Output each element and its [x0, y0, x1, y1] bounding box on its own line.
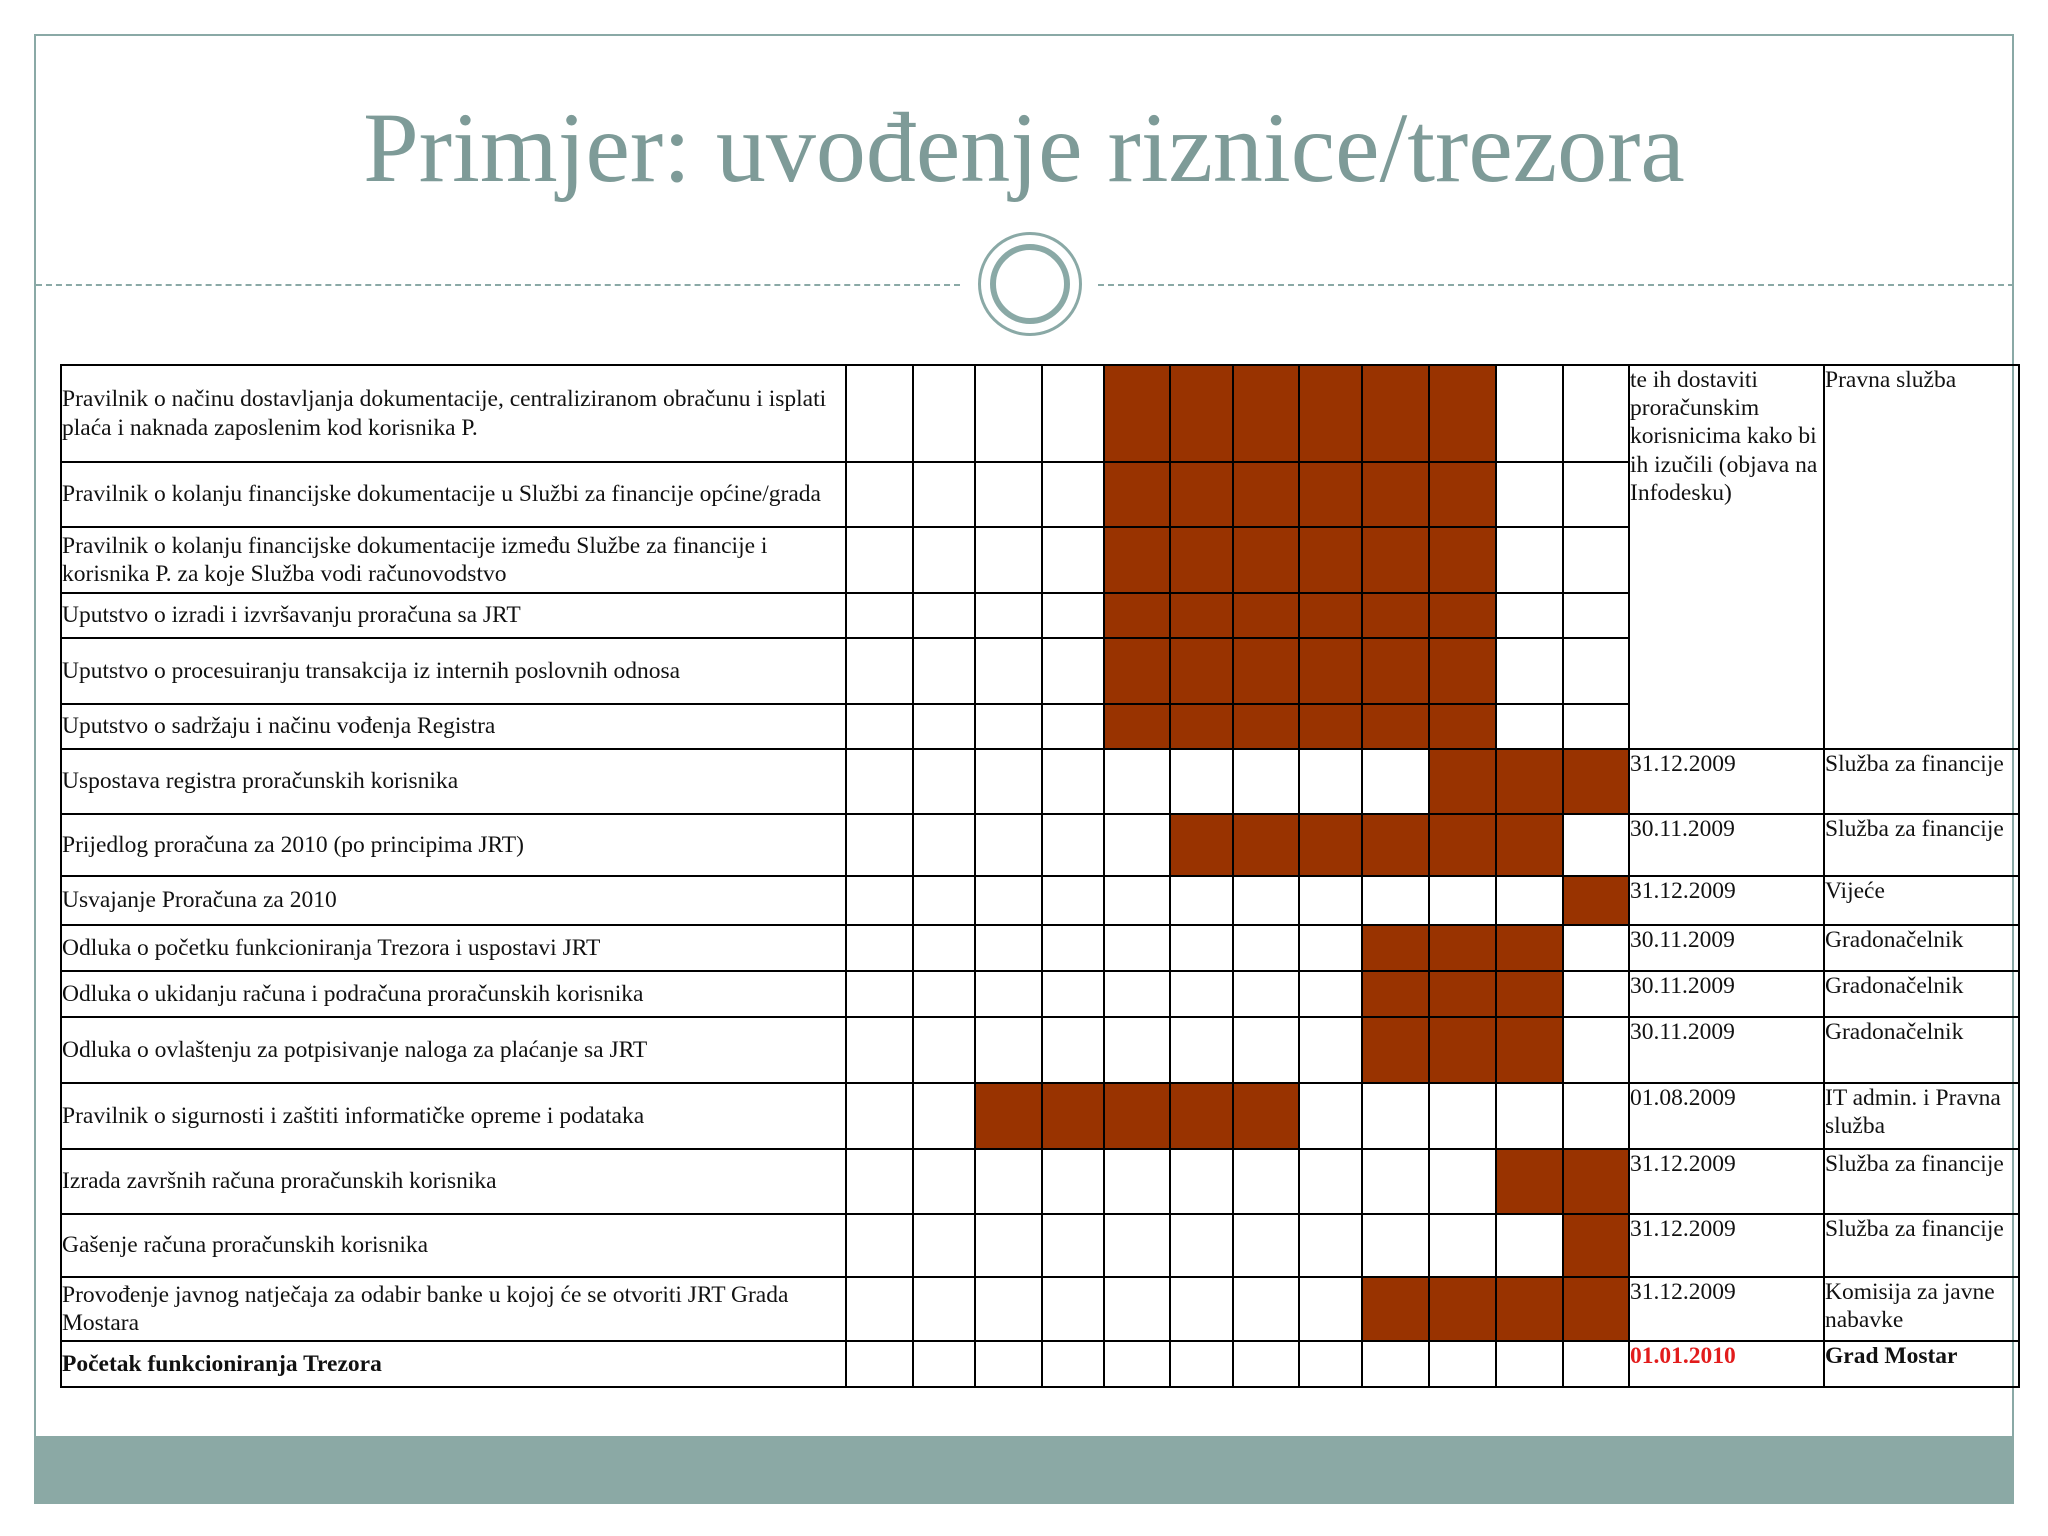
- gantt-bar-cell: [1299, 593, 1362, 638]
- gantt-empty-cell: [1233, 1277, 1299, 1341]
- gantt-bar-cell: [1563, 1214, 1629, 1277]
- task-name: Usvajanje Proračuna za 2010: [61, 876, 846, 925]
- gantt-bar-cell: [1496, 1277, 1563, 1341]
- gantt-empty-cell: [846, 925, 913, 971]
- gantt-empty-cell: [1233, 1017, 1299, 1083]
- deadline-date: 01.01.2010: [1629, 1341, 1824, 1387]
- deadline-date: 30.11.2009: [1629, 971, 1824, 1017]
- gantt-empty-cell: [1496, 638, 1563, 704]
- gantt-bar-cell: [1496, 1149, 1563, 1214]
- deadline-date: 31.12.2009: [1629, 1149, 1824, 1214]
- gantt-empty-cell: [913, 1083, 975, 1149]
- gantt-bar-cell: [1362, 814, 1429, 876]
- gantt-empty-cell: [913, 876, 975, 925]
- gantt-empty-cell: [1104, 749, 1170, 814]
- footer-band: [34, 1436, 2014, 1504]
- table-row: [61, 1017, 2019, 1083]
- task-name: Pravilnik o sigurnosti i zaštiti informatičke opreme i podataka: [61, 1083, 846, 1149]
- table-row: [61, 971, 2019, 1017]
- gantt-bar-cell: [1170, 593, 1233, 638]
- gantt-empty-cell: [1104, 1341, 1170, 1387]
- gantt-bar-cell: [1496, 814, 1563, 876]
- deadline-date: 30.11.2009: [1629, 814, 1824, 876]
- gantt-bar-cell: [1362, 1017, 1429, 1083]
- gantt-empty-cell: [975, 638, 1042, 704]
- gantt-empty-cell: [1104, 1149, 1170, 1214]
- gantt-empty-cell: [1496, 1214, 1563, 1277]
- gantt-empty-cell: [1362, 1149, 1429, 1214]
- gantt-empty-cell: [1233, 876, 1299, 925]
- gantt-empty-cell: [1233, 749, 1299, 814]
- gantt-empty-cell: [913, 814, 975, 876]
- gantt-empty-cell: [1170, 876, 1233, 925]
- gantt-bar-cell: [1429, 638, 1496, 704]
- gantt-bar-cell: [1362, 925, 1429, 971]
- gantt-empty-cell: [1042, 1341, 1104, 1387]
- gantt-empty-cell: [1563, 638, 1629, 704]
- gantt-bar-cell: [1362, 593, 1429, 638]
- task-name: Uputstvo o procesuiranju transakcija iz internih poslovnih odnosa: [61, 638, 846, 704]
- gantt-bar-cell: [1362, 365, 1429, 462]
- gantt-empty-cell: [1042, 876, 1104, 925]
- gantt-empty-cell: [1170, 1214, 1233, 1277]
- gantt-empty-cell: [1496, 365, 1563, 462]
- gantt-empty-cell: [846, 1214, 913, 1277]
- gantt-empty-cell: [975, 527, 1042, 593]
- gantt-empty-cell: [1170, 971, 1233, 1017]
- gantt-bar-cell: [1362, 704, 1429, 749]
- gantt-table: [60, 364, 2020, 1388]
- gantt-empty-cell: [1299, 876, 1362, 925]
- gantt-empty-cell: [1429, 876, 1496, 925]
- gantt-empty-cell: [846, 1083, 913, 1149]
- gantt-empty-cell: [975, 925, 1042, 971]
- gantt-empty-cell: [1170, 1017, 1233, 1083]
- gantt-empty-cell: [1429, 1083, 1496, 1149]
- gantt-body: [61, 365, 2019, 1387]
- gantt-empty-cell: [1170, 749, 1233, 814]
- table-row: [61, 814, 2019, 876]
- gantt-empty-cell: [1233, 1341, 1299, 1387]
- gantt-empty-cell: [913, 704, 975, 749]
- gantt-empty-cell: [1496, 527, 1563, 593]
- gantt-empty-cell: [1496, 462, 1563, 527]
- gantt-bar-cell: [1563, 1277, 1629, 1341]
- gantt-bar-cell: [1170, 638, 1233, 704]
- responsible-party: Služba za financije: [1824, 749, 2019, 814]
- responsible-party: Gradonačelnik: [1824, 971, 2019, 1017]
- gantt-empty-cell: [1042, 1277, 1104, 1341]
- gantt-empty-cell: [1233, 1214, 1299, 1277]
- gantt-empty-cell: [975, 814, 1042, 876]
- task-name: Prijedlog proračuna za 2010 (po principima JRT): [61, 814, 846, 876]
- gantt-bar-cell: [1429, 925, 1496, 971]
- gantt-empty-cell: [1233, 1149, 1299, 1214]
- gantt-bar-cell: [1362, 462, 1429, 527]
- gantt-empty-cell: [1170, 1149, 1233, 1214]
- gantt-empty-cell: [1362, 1341, 1429, 1387]
- gantt-empty-cell: [1563, 1017, 1629, 1083]
- gantt-empty-cell: [913, 1341, 975, 1387]
- task-name: Pravilnik o kolanju financijske dokumentacije u Službi za financije općine/grada: [61, 462, 846, 527]
- gantt-empty-cell: [1429, 1341, 1496, 1387]
- gantt-empty-cell: [1042, 365, 1104, 462]
- gantt-bar-cell: [1170, 814, 1233, 876]
- gantt-empty-cell: [1299, 925, 1362, 971]
- gantt-empty-cell: [1496, 593, 1563, 638]
- responsible-party: Gradonačelnik: [1824, 1017, 2019, 1083]
- gantt-empty-cell: [846, 704, 913, 749]
- task-name: Izrada završnih računa proračunskih korisnika: [61, 1149, 846, 1214]
- deadline-date: 31.12.2009: [1629, 1214, 1824, 1277]
- slide-title: Primjer: uvođenje riznice/trezora: [363, 92, 1685, 203]
- gantt-bar-cell: [1563, 749, 1629, 814]
- gantt-bar-cell: [1429, 704, 1496, 749]
- gantt-empty-cell: [1496, 1341, 1563, 1387]
- gantt-empty-cell: [1299, 1083, 1362, 1149]
- table-row: [61, 925, 2019, 971]
- gantt-bar-cell: [1299, 638, 1362, 704]
- gantt-empty-cell: [1496, 704, 1563, 749]
- gantt-empty-cell: [1042, 527, 1104, 593]
- gantt-empty-cell: [1299, 1017, 1362, 1083]
- gantt-bar-cell: [1233, 365, 1299, 462]
- gantt-empty-cell: [975, 1214, 1042, 1277]
- gantt-empty-cell: [1104, 1277, 1170, 1341]
- gantt-bar-cell: [1170, 365, 1233, 462]
- gantt-bar-cell: [975, 1083, 1042, 1149]
- gantt-empty-cell: [913, 749, 975, 814]
- gantt-bar-cell: [1104, 527, 1170, 593]
- gantt-bar-cell: [1299, 814, 1362, 876]
- gantt-bar-cell: [1233, 527, 1299, 593]
- gantt-empty-cell: [975, 1341, 1042, 1387]
- gantt-empty-cell: [975, 749, 1042, 814]
- gantt-empty-cell: [913, 1277, 975, 1341]
- gantt-empty-cell: [846, 1341, 913, 1387]
- gantt-empty-cell: [1429, 1149, 1496, 1214]
- task-name: Uspostava registra proračunskih korisnika: [61, 749, 846, 814]
- gantt-empty-cell: [1563, 462, 1629, 527]
- responsible-party: Služba za financije: [1824, 1214, 2019, 1277]
- gantt-empty-cell: [975, 1017, 1042, 1083]
- gantt-bar-cell: [1496, 971, 1563, 1017]
- gantt-empty-cell: [975, 462, 1042, 527]
- gantt-empty-cell: [1042, 1149, 1104, 1214]
- gantt-empty-cell: [846, 749, 913, 814]
- gantt-empty-cell: [1563, 925, 1629, 971]
- gantt-empty-cell: [975, 704, 1042, 749]
- gantt-bar-cell: [1496, 1017, 1563, 1083]
- gantt-bar-cell: [1233, 462, 1299, 527]
- gantt-bar-cell: [1299, 527, 1362, 593]
- gantt-bar-cell: [1429, 365, 1496, 462]
- gantt-empty-cell: [1042, 1017, 1104, 1083]
- task-name: Odluka o početku funkcioniranja Trezora i uspostavi JRT: [61, 925, 846, 971]
- gantt-bar-cell: [1104, 1083, 1170, 1149]
- gantt-bar-cell: [1170, 1083, 1233, 1149]
- gantt-empty-cell: [846, 876, 913, 925]
- gantt-empty-cell: [975, 876, 1042, 925]
- gantt-bar-cell: [1104, 365, 1170, 462]
- gantt-bar-cell: [1429, 593, 1496, 638]
- gantt-bar-cell: [1563, 876, 1629, 925]
- gantt-empty-cell: [1362, 749, 1429, 814]
- gantt-bar-cell: [1104, 593, 1170, 638]
- gantt-bar-cell: [1233, 704, 1299, 749]
- gantt-empty-cell: [975, 1277, 1042, 1341]
- gantt-empty-cell: [1362, 876, 1429, 925]
- gantt-bar-cell: [1362, 971, 1429, 1017]
- responsible-party: Služba za financije: [1824, 814, 2019, 876]
- gantt-bar-cell: [1170, 704, 1233, 749]
- gantt-empty-cell: [975, 593, 1042, 638]
- gantt-empty-cell: [1042, 814, 1104, 876]
- deadline-date: 31.12.2009: [1629, 749, 1824, 814]
- gantt-empty-cell: [846, 638, 913, 704]
- table-row: [61, 1214, 2019, 1277]
- gantt-empty-cell: [1563, 814, 1629, 876]
- gantt-bar-cell: [1233, 814, 1299, 876]
- gantt-empty-cell: [846, 971, 913, 1017]
- gantt-empty-cell: [1042, 462, 1104, 527]
- task-name: Pravilnik o načinu dostavljanja dokumentacije, centraliziranom obračunu i isplati plaća i naknada zaposlenim kod korisnika P.: [61, 365, 846, 462]
- gantt-empty-cell: [975, 1149, 1042, 1214]
- gantt-empty-cell: [975, 971, 1042, 1017]
- gantt-empty-cell: [913, 527, 975, 593]
- task-name: Uputstvo o izradi i izvršavanju proračuna sa JRT: [61, 593, 846, 638]
- gantt-bar-cell: [1170, 462, 1233, 527]
- gantt-empty-cell: [1104, 876, 1170, 925]
- responsible-party: Služba za financije: [1824, 1149, 2019, 1214]
- gantt-empty-cell: [846, 1017, 913, 1083]
- gantt-bar-cell: [1104, 638, 1170, 704]
- gantt-bar-cell: [1299, 365, 1362, 462]
- gantt-empty-cell: [1170, 1341, 1233, 1387]
- task-name: Odluka o ukidanju računa i podračuna proračunskih korisnika: [61, 971, 846, 1017]
- gantt-empty-cell: [1362, 1214, 1429, 1277]
- gantt-empty-cell: [1233, 925, 1299, 971]
- gantt-bar-cell: [1104, 462, 1170, 527]
- task-name: Uputstvo o sadržaju i načinu vođenja Registra: [61, 704, 846, 749]
- gantt-empty-cell: [913, 638, 975, 704]
- gantt-empty-cell: [1299, 1149, 1362, 1214]
- gantt-empty-cell: [1563, 704, 1629, 749]
- gantt-empty-cell: [1042, 704, 1104, 749]
- table-row: [61, 1149, 2019, 1214]
- deadline-date: 30.11.2009: [1629, 1017, 1824, 1083]
- gantt-bar-cell: [1429, 1017, 1496, 1083]
- gantt-empty-cell: [913, 1017, 975, 1083]
- gantt-bar-cell: [1429, 1277, 1496, 1341]
- gantt-empty-cell: [1042, 749, 1104, 814]
- group-responsible: Pravna služba: [1824, 365, 2019, 749]
- deadline-date: 31.12.2009: [1629, 876, 1824, 925]
- group-note: te ih dostaviti proračunskim korisnicima kako bi ih izučili (objava na Infodesku): [1629, 365, 1824, 749]
- gantt-empty-cell: [913, 1149, 975, 1214]
- task-name: Početak funkcioniranja Trezora: [61, 1341, 846, 1387]
- deadline-date: 01.08.2009: [1629, 1083, 1824, 1149]
- gantt-empty-cell: [846, 365, 913, 462]
- gantt-empty-cell: [1042, 638, 1104, 704]
- gantt-empty-cell: [1104, 1214, 1170, 1277]
- gantt-empty-cell: [1563, 971, 1629, 1017]
- gantt-empty-cell: [1496, 1083, 1563, 1149]
- gantt-empty-cell: [1104, 971, 1170, 1017]
- gantt-empty-cell: [913, 593, 975, 638]
- gantt-empty-cell: [913, 1214, 975, 1277]
- gantt-empty-cell: [1170, 925, 1233, 971]
- gantt-empty-cell: [1299, 1214, 1362, 1277]
- gantt-empty-cell: [1042, 1214, 1104, 1277]
- gantt-empty-cell: [1299, 749, 1362, 814]
- table-row: [61, 876, 2019, 925]
- gantt-bar-cell: [1429, 749, 1496, 814]
- deadline-date: 30.11.2009: [1629, 925, 1824, 971]
- gantt-bar-cell: [1362, 527, 1429, 593]
- responsible-party: Grad Mostar: [1824, 1341, 2019, 1387]
- gantt-empty-cell: [913, 925, 975, 971]
- gantt-empty-cell: [1042, 593, 1104, 638]
- table-row: [61, 749, 2019, 814]
- gantt-empty-cell: [846, 462, 913, 527]
- gantt-bar-cell: [1299, 704, 1362, 749]
- gantt-empty-cell: [1563, 1083, 1629, 1149]
- gantt-bar-cell: [1170, 527, 1233, 593]
- gantt-empty-cell: [1563, 527, 1629, 593]
- gantt-bar-cell: [1563, 1149, 1629, 1214]
- gantt-empty-cell: [1299, 1277, 1362, 1341]
- gantt-empty-cell: [975, 365, 1042, 462]
- table-row: [61, 1277, 2019, 1341]
- gantt-bar-cell: [1496, 925, 1563, 971]
- gantt-bar-cell: [1362, 1277, 1429, 1341]
- table-row: [61, 1341, 2019, 1387]
- gantt-empty-cell: [1104, 814, 1170, 876]
- gantt-empty-cell: [1170, 1277, 1233, 1341]
- responsible-party: Gradonačelnik: [1824, 925, 2019, 971]
- gantt-empty-cell: [1496, 876, 1563, 925]
- gantt-bar-cell: [1496, 749, 1563, 814]
- gantt-empty-cell: [846, 593, 913, 638]
- circle-ornament-icon: [978, 232, 1082, 336]
- gantt-empty-cell: [1233, 971, 1299, 1017]
- responsible-party: IT admin. i Pravna služba: [1824, 1083, 2019, 1149]
- table-row: [61, 1083, 2019, 1149]
- gantt-bar-cell: [1299, 462, 1362, 527]
- gantt-empty-cell: [1299, 1341, 1362, 1387]
- gantt-bar-cell: [1362, 638, 1429, 704]
- gantt-empty-cell: [846, 1277, 913, 1341]
- gantt-empty-cell: [846, 1149, 913, 1214]
- gantt-empty-cell: [1104, 1017, 1170, 1083]
- task-name: Gašenje računa proračunskih korisnika: [61, 1214, 846, 1277]
- gantt-empty-cell: [913, 971, 975, 1017]
- task-name: Odluka o ovlaštenju za potpisivanje naloga za plaćanje sa JRT: [61, 1017, 846, 1083]
- title-divider-right: [1098, 284, 2014, 286]
- task-name: Provođenje javnog natječaja za odabir banke u kojoj će se otvoriti JRT Grada Mostara: [61, 1277, 846, 1341]
- table-row: [61, 365, 2019, 462]
- responsible-party: Vijeće: [1824, 876, 2019, 925]
- gantt-empty-cell: [1042, 925, 1104, 971]
- gantt-bar-cell: [1233, 1083, 1299, 1149]
- gantt-bar-cell: [1429, 814, 1496, 876]
- gantt-empty-cell: [1299, 971, 1362, 1017]
- gantt-empty-cell: [913, 365, 975, 462]
- gantt-bar-cell: [1429, 971, 1496, 1017]
- gantt-bar-cell: [1104, 704, 1170, 749]
- gantt-empty-cell: [1429, 1214, 1496, 1277]
- gantt-empty-cell: [1563, 593, 1629, 638]
- deadline-date: 31.12.2009: [1629, 1277, 1824, 1341]
- task-name: Pravilnik o kolanju financijske dokumentacije između Službe za financije i korisnika P. za koje Služba vodi računovodstvo: [61, 527, 846, 593]
- gantt-empty-cell: [1042, 971, 1104, 1017]
- title-divider-left: [36, 284, 960, 286]
- gantt-empty-cell: [1104, 925, 1170, 971]
- gantt-bar-cell: [1233, 638, 1299, 704]
- responsible-party: Komisija za javne nabavke: [1824, 1277, 2019, 1341]
- gantt-bar-cell: [1233, 593, 1299, 638]
- gantt-bar-cell: [1042, 1083, 1104, 1149]
- gantt-bar-cell: [1429, 527, 1496, 593]
- gantt-empty-cell: [1563, 365, 1629, 462]
- gantt-empty-cell: [846, 527, 913, 593]
- gantt-empty-cell: [1563, 1341, 1629, 1387]
- gantt-empty-cell: [846, 814, 913, 876]
- gantt-empty-cell: [1362, 1083, 1429, 1149]
- gantt-bar-cell: [1429, 462, 1496, 527]
- gantt-empty-cell: [913, 462, 975, 527]
